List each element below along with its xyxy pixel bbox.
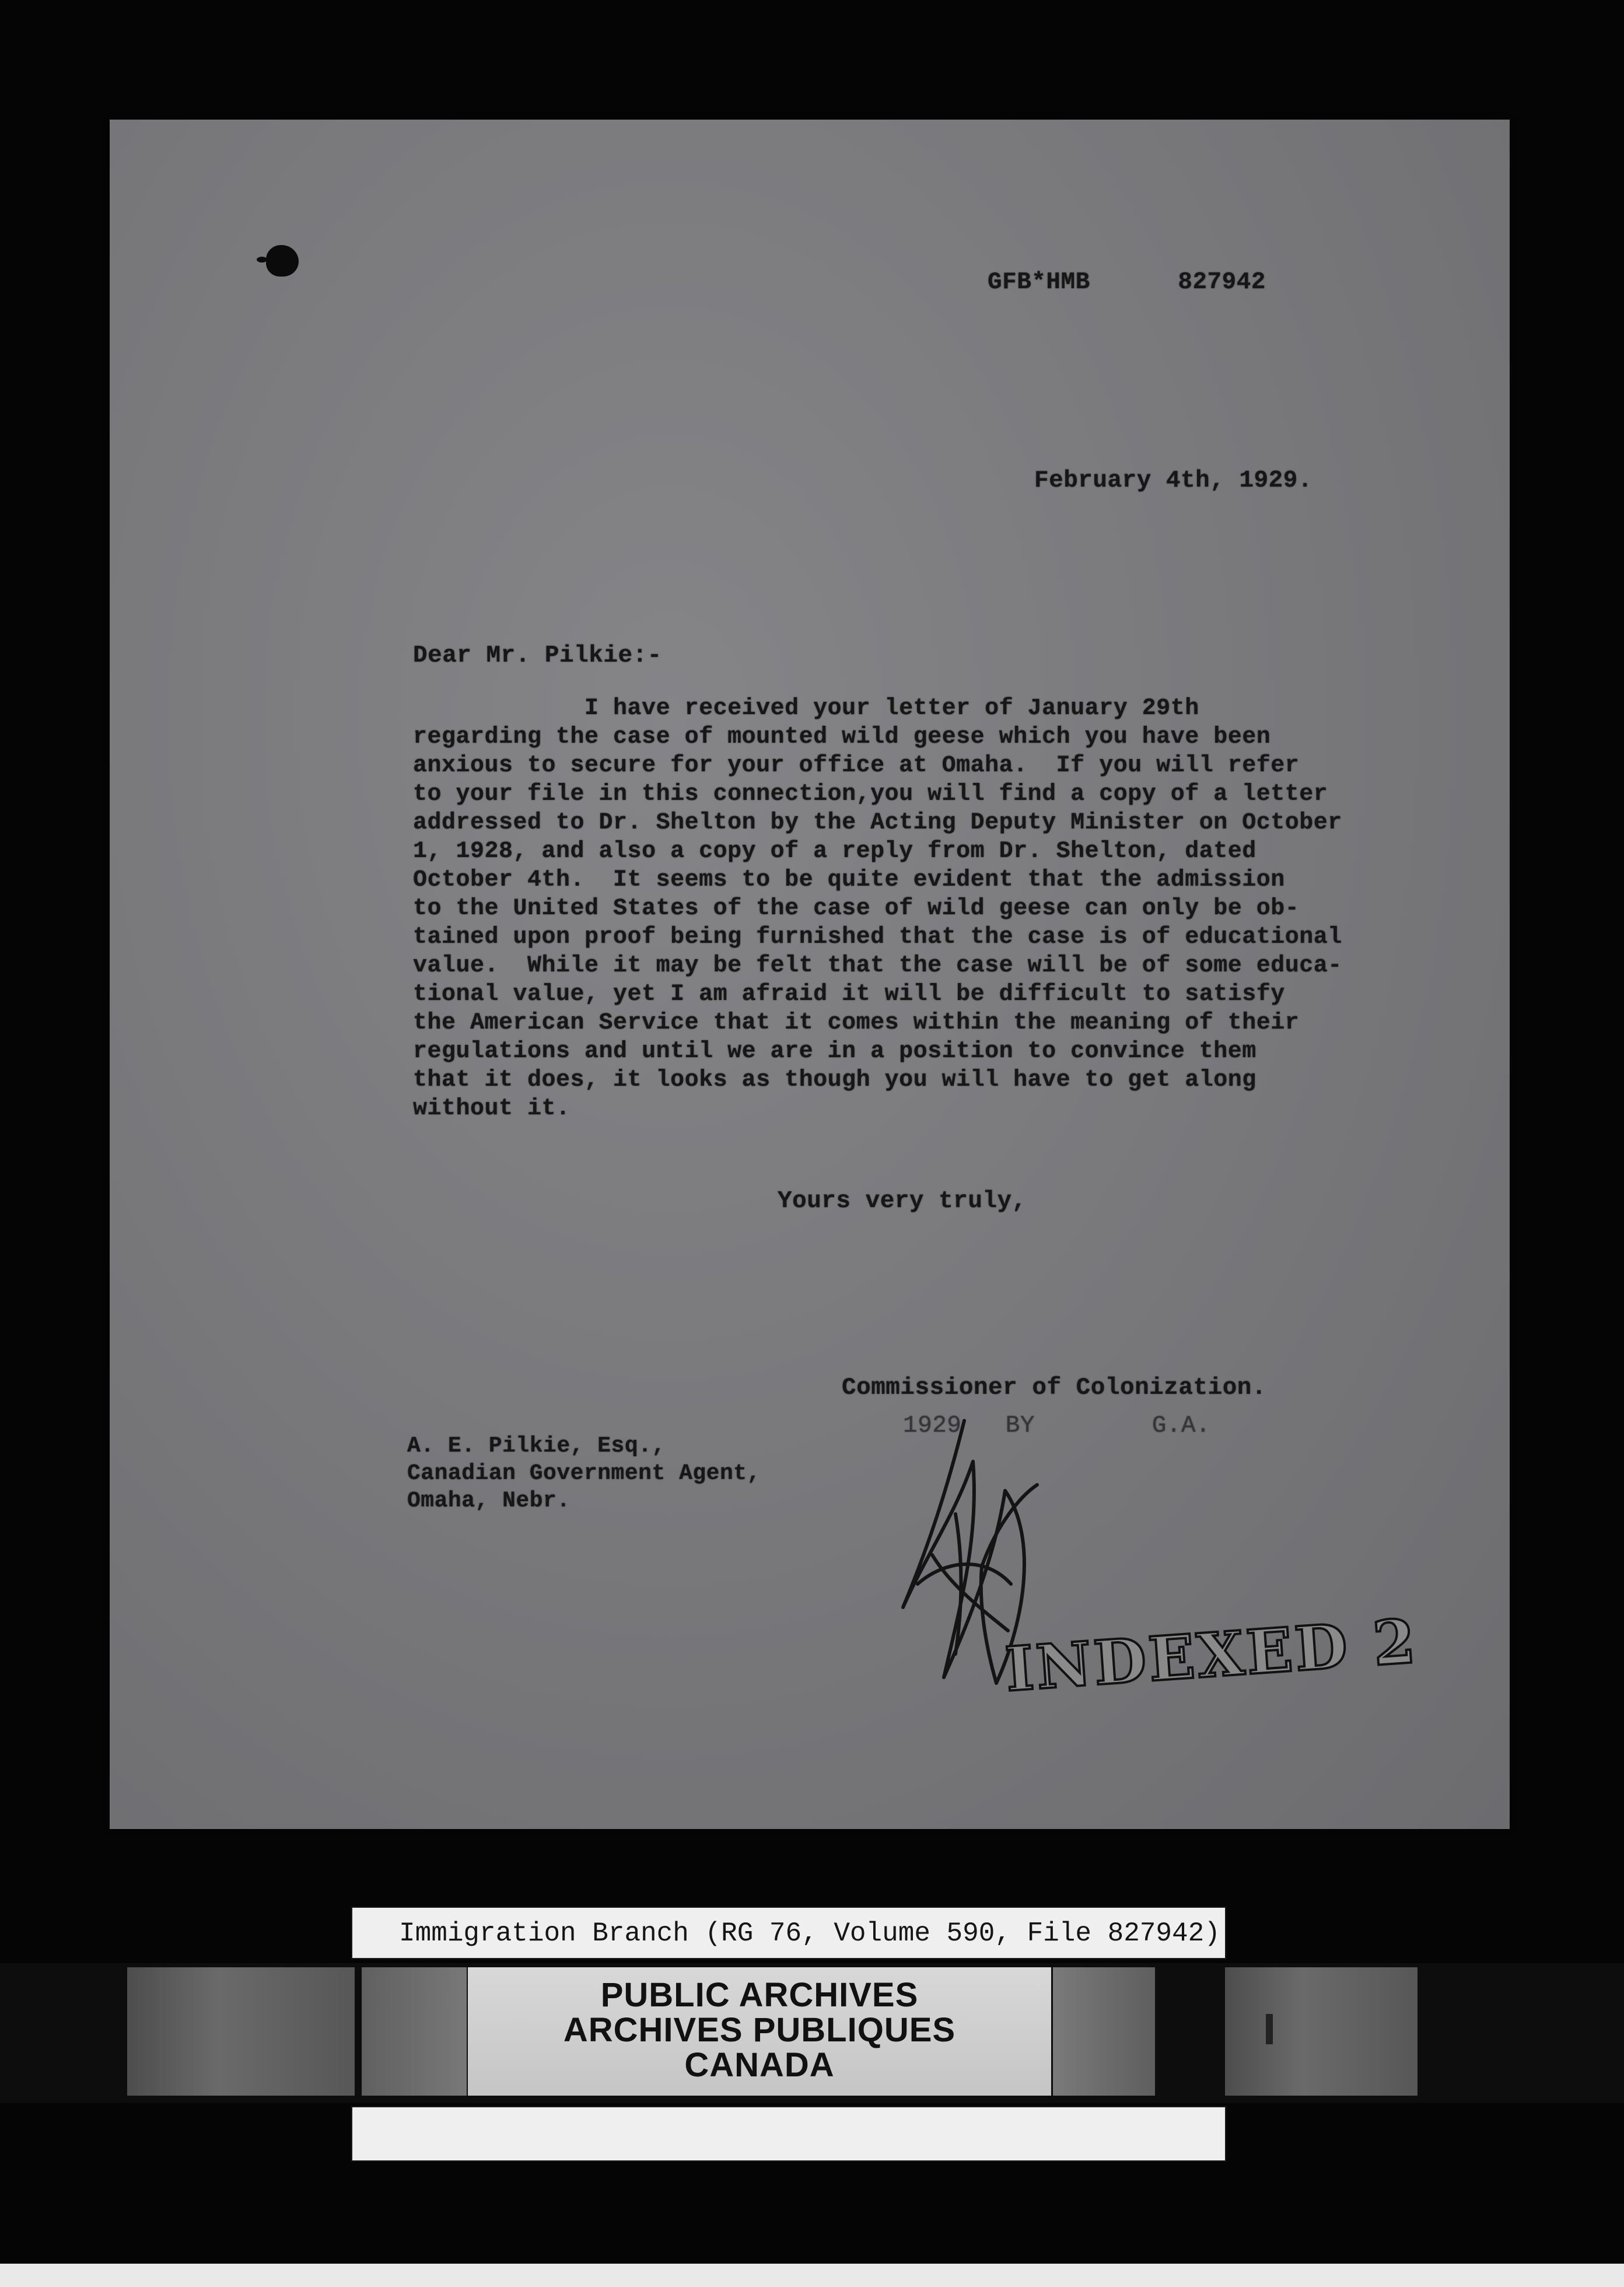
letter-sheet bbox=[110, 120, 1510, 1829]
indexed-stamp: INDEXED 2 bbox=[1003, 1604, 1420, 1705]
addressee-block: A. E. Pilkie, Esq., Canadian Government Agent, Omaha, Nebr. bbox=[407, 1433, 761, 1513]
strip-tab bbox=[362, 1967, 467, 2096]
strip-tab bbox=[127, 1967, 355, 2096]
file-reference: GFB*HMB 827942 bbox=[988, 269, 1266, 296]
archives-label-line: ARCHIVES PUBLIQUES bbox=[563, 2011, 956, 2049]
blank-label bbox=[351, 2106, 1226, 2162]
public-archives-label bbox=[468, 1967, 1051, 2096]
strip-mark bbox=[1266, 2014, 1273, 2044]
archive-reference-text: Immigration Branch (RG 76, Volume 590, File 827942) bbox=[399, 1918, 1220, 1949]
ink-blot bbox=[266, 245, 299, 277]
strip-tab bbox=[1225, 1967, 1418, 2096]
archive-reference-label bbox=[351, 1907, 1226, 1959]
frame-edge bbox=[0, 2264, 1624, 2287]
signatory-title: Commissioner of Colonization. bbox=[842, 1375, 1267, 1401]
letter-date: February 4th, 1929. bbox=[1034, 467, 1312, 494]
archives-label-line: PUBLIC ARCHIVES bbox=[600, 1976, 919, 2014]
salutation: Dear Mr. Pilkie:- bbox=[413, 642, 662, 669]
closing: Yours very truly, bbox=[778, 1188, 1027, 1215]
strip-tab bbox=[1053, 1967, 1155, 2096]
received-stamp: 1929 BY G.A. bbox=[903, 1412, 1211, 1439]
archives-label-line: CANADA bbox=[684, 2046, 835, 2084]
letter-body: I have received your letter of January 29th regarding the case of mounted wild geese which you have been anxious to secure for your office at Omaha. If you will refer to your file in this connection,you will find a copy of a letter addressed to Dr. Shelton by the Acting Deputy Minister on October 1, 1928, and also a copy of a reply from Dr. Shelton, dated October 4th. It seems to be quite evident that the admission to the United States of the case of wild geese can only be ob- tained upon proof being furnished that the case is of educational value. While it may be felt that the case will be of some educa- tional value, yet I am afraid it will be difficult to satisfy the American Service that it comes within the meaning of their regulations and until we are in a position to convince them that it does, it looks as though you will have to get along without it. bbox=[413, 695, 1342, 1122]
